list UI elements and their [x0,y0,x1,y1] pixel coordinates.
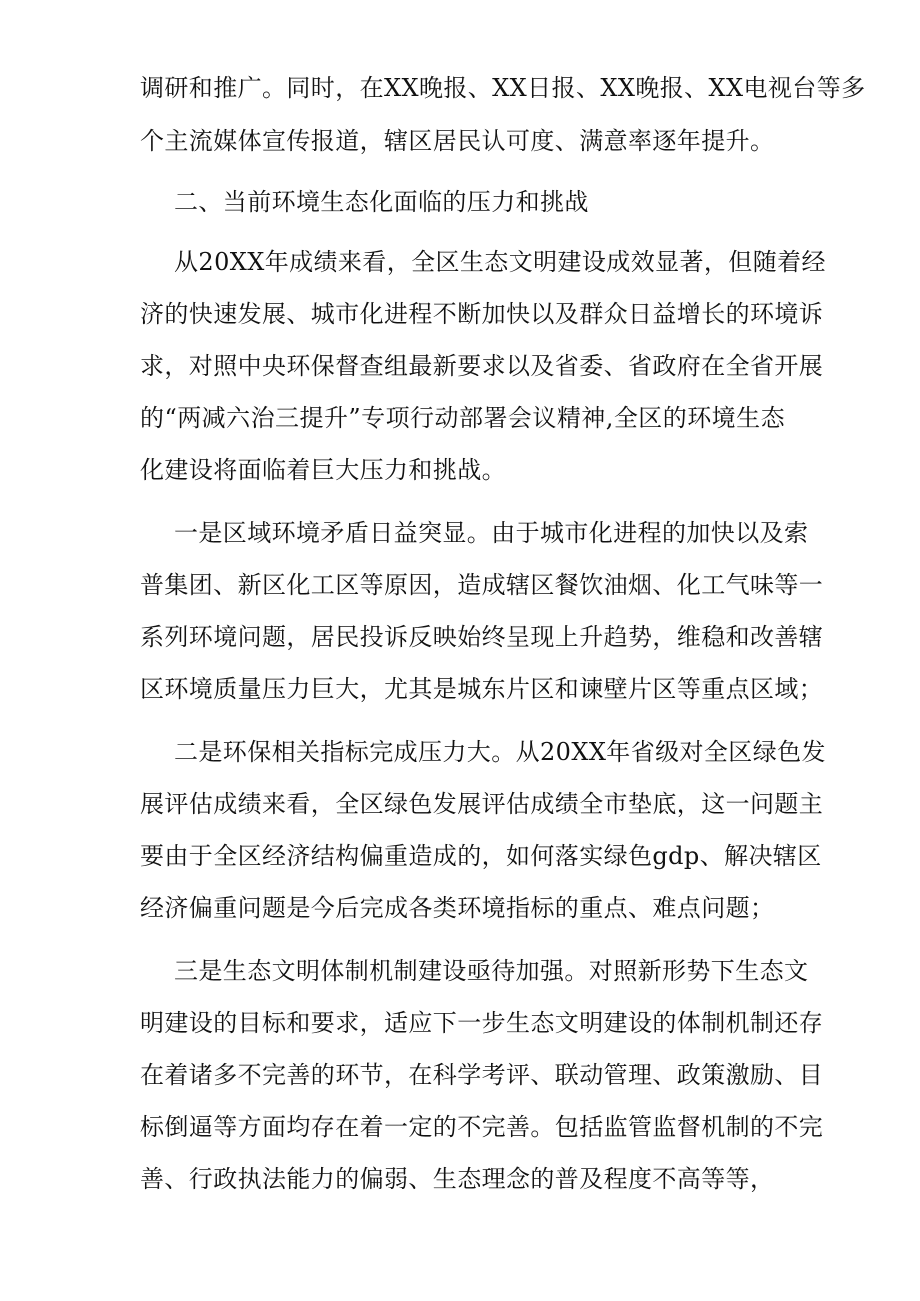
section-heading: 二、当前环境生态化面临的压力和挑战 [174,188,589,216]
text-line: 区环境质量压力巨大，尤其是城东片区和谏壁片区等重点区域； [140,675,824,703]
text-line: 求，对照中央环保督查组最新要求以及省委、省政府在全省开展 [140,352,824,380]
text-line: 三是生态文明体制机制建设亟待加强。对照新形势下生态文 [174,957,809,985]
text-line: 标倒逼等方面均存在着一定的不完善。包括监管监督机制的不完 [140,1113,824,1141]
text-line: 从20XX年成绩来看，全区生态文明建设成效显著，但随着经 [174,248,826,276]
text-line: 一是区域环境矛盾日益突显。由于城市化进程的加快以及索 [174,519,809,547]
text-line: 的“两减六治三提升”专项行动部署会议精神,全区的环境生态 [140,404,785,432]
text-line: 在着诸多不完善的环节，在科学考评、联动管理、政策激励、目 [140,1061,824,1089]
text-line: 系列环境问题，居民投诉反映始终呈现上升趋势，维稳和改善辖 [140,623,824,651]
text-line: 化建设将面临着巨大压力和挑战。 [140,456,506,484]
text-line: 个主流媒体宣传报道，辖区居民认可度、满意率逐年提升。 [140,127,775,155]
text-line: 善、行政执法能力的偏弱、生态理念的普及程度不高等等， [140,1165,775,1193]
text-line: 调研和推广。同时，在XX晚报、XX日报、XX晚报、XX电视台等多 [140,74,866,102]
text-line: 明建设的目标和要求，适应下一步生态文明建设的体制机制还存 [140,1009,824,1037]
text-line: 经济偏重问题是今后完成各类环境指标的重点、难点问题； [140,894,775,922]
text-line: 要由于全区经济结构偏重造成的，如何落实绿色gdp、解决辖区 [140,842,822,870]
text-line: 济的快速发展、城市化进程不断加快以及群众日益增长的环境诉 [140,300,824,328]
text-line: 二是环保相关指标完成压力大。从20XX年省级对全区绿色发 [174,738,826,766]
text-line: 展评估成绩来看，全区绿色发展评估成绩全市垫底，这一问题主 [140,790,824,818]
text-line: 普集团、新区化工区等原因，造成辖区餐饮油烟、化工气味等一 [140,571,824,599]
